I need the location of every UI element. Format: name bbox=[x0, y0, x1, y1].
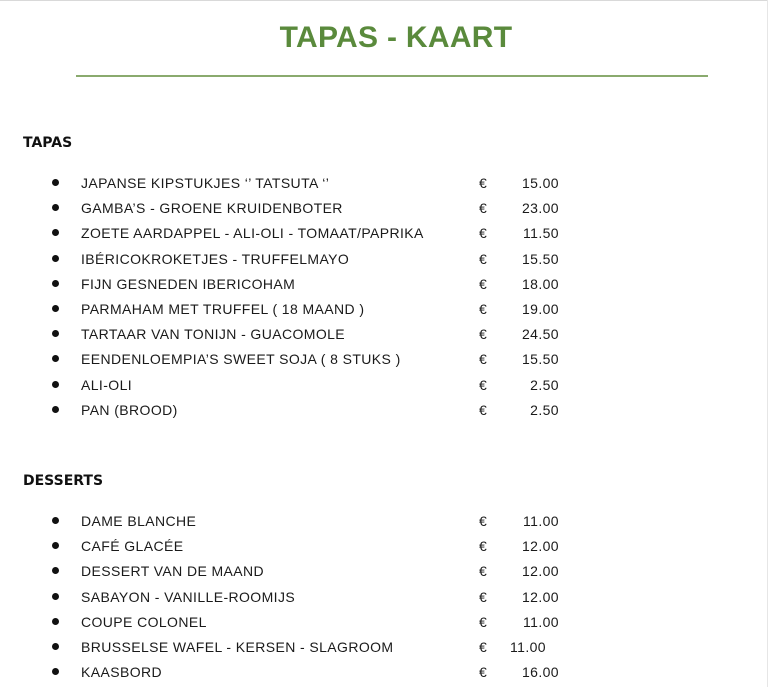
currency-symbol: € bbox=[479, 588, 488, 605]
menu-item bbox=[0, 197, 768, 222]
currency-symbol: € bbox=[479, 638, 488, 655]
item-name: DESSERT VAN DE MAAND bbox=[81, 563, 265, 580]
item-name: KAASBORD bbox=[81, 664, 162, 681]
currency-symbol: € bbox=[479, 513, 488, 529]
menu-item bbox=[0, 172, 768, 197]
menu-item bbox=[0, 222, 768, 247]
bullet-icon bbox=[52, 305, 59, 312]
desserts-list bbox=[0, 510, 768, 686]
item-price: 19.00 bbox=[521, 300, 559, 317]
bullet-icon bbox=[52, 643, 59, 650]
currency-symbol: € bbox=[479, 613, 488, 630]
currency-symbol: € bbox=[479, 664, 488, 681]
bullet-icon bbox=[52, 204, 59, 211]
menu-item bbox=[0, 399, 768, 424]
item-price: 23.00 bbox=[521, 200, 559, 217]
menu-item bbox=[0, 535, 768, 560]
item-name: JAPANSE KIPSTUKJES ‘’ TATSUTA ‘’ bbox=[81, 175, 330, 191]
bullet-icon bbox=[52, 517, 59, 524]
item-name: ZOETE AARDAPPEL - ALI-OLI - TOMAAT/PAPRIKA bbox=[81, 225, 424, 242]
item-price: 15.50 bbox=[521, 351, 559, 368]
menu-title: TAPAS - KAART bbox=[279, 21, 513, 54]
item-name: CAFÉ GLACÉE bbox=[81, 538, 184, 555]
menu-item bbox=[0, 348, 768, 373]
section-heading-tapas: TAPAS bbox=[23, 135, 73, 151]
currency-symbol: € bbox=[479, 250, 488, 267]
menu-item bbox=[0, 661, 768, 686]
bullet-icon bbox=[52, 229, 59, 236]
bullet-icon bbox=[52, 381, 59, 388]
menu-item bbox=[0, 273, 768, 298]
item-name: BRUSSELSE WAFEL - KERSEN - SLAGROOM bbox=[81, 638, 394, 655]
menu-item bbox=[0, 323, 768, 348]
item-name: PARMAHAM MET TRUFFEL ( 18 MAAND ) bbox=[81, 300, 365, 317]
currency-symbol: € bbox=[479, 175, 488, 191]
bullet-icon bbox=[52, 280, 59, 287]
bullet-icon bbox=[52, 330, 59, 337]
menu-item bbox=[0, 636, 768, 661]
item-name: EENDENLOEMPIA’S SWEET SOJA ( 8 STUKS ) bbox=[81, 351, 401, 368]
item-price: 11.50 bbox=[523, 225, 559, 242]
currency-symbol: € bbox=[479, 200, 488, 217]
currency-symbol: € bbox=[479, 326, 488, 343]
item-name: DAME BLANCHE bbox=[81, 513, 197, 529]
bullet-icon bbox=[52, 567, 59, 574]
bullet-icon bbox=[52, 618, 59, 625]
bullet-icon bbox=[52, 355, 59, 362]
item-name: GAMBA’S - GROENE KRUIDENBOTER bbox=[81, 200, 343, 217]
bullet-icon bbox=[52, 542, 59, 549]
item-name: SABAYON - VANILLE-ROOMIJS bbox=[81, 588, 296, 605]
currency-symbol: € bbox=[479, 225, 488, 242]
item-price: 24.50 bbox=[521, 326, 559, 343]
bullet-icon bbox=[52, 668, 59, 675]
menu-item bbox=[0, 298, 768, 323]
item-name: IBÉRICOKROKETJES - TRUFFELMAYO bbox=[81, 250, 350, 267]
currency-symbol: € bbox=[479, 401, 488, 418]
currency-symbol: € bbox=[479, 563, 488, 580]
menu-item bbox=[0, 560, 768, 585]
item-price: 15.00 bbox=[521, 175, 559, 191]
item-price: 12.00 bbox=[521, 588, 559, 605]
currency-symbol: € bbox=[479, 538, 488, 555]
item-name: FIJN GESNEDEN IBERICOHAM bbox=[81, 275, 296, 292]
section-heading-desserts: DESSERTS bbox=[23, 473, 104, 489]
bullet-icon bbox=[52, 179, 59, 186]
item-price: 11.00 bbox=[523, 613, 559, 630]
item-price: 18.00 bbox=[521, 275, 559, 292]
menu-item bbox=[0, 586, 768, 611]
item-name: ALI-OLI bbox=[81, 376, 133, 393]
bullet-icon bbox=[52, 255, 59, 262]
menu-item bbox=[0, 374, 768, 399]
item-price: 11.00 bbox=[523, 513, 559, 529]
page-top-border bbox=[0, 0, 768, 1]
currency-symbol: € bbox=[479, 351, 488, 368]
item-price: 12.00 bbox=[521, 563, 559, 580]
tapas-list bbox=[0, 172, 768, 424]
item-price: 12.00 bbox=[521, 538, 559, 555]
currency-symbol: € bbox=[479, 376, 488, 393]
currency-symbol: € bbox=[479, 275, 488, 292]
item-price: 2.50 bbox=[530, 401, 559, 418]
title-divider bbox=[76, 75, 708, 77]
item-name: COUPE COLONEL bbox=[81, 613, 207, 630]
item-price: 15.50 bbox=[521, 250, 559, 267]
item-name: PAN (BROOD) bbox=[81, 401, 178, 418]
bullet-icon bbox=[52, 593, 59, 600]
bullet-icon bbox=[52, 406, 59, 413]
item-price: 2.50 bbox=[530, 376, 559, 393]
menu-item bbox=[0, 510, 768, 535]
menu-item bbox=[0, 611, 768, 636]
item-price: 11.00 bbox=[510, 638, 546, 655]
item-price: 16.00 bbox=[521, 664, 559, 681]
item-name: TARTAAR VAN TONIJN - GUACOMOLE bbox=[81, 326, 346, 343]
menu-item bbox=[0, 248, 768, 273]
currency-symbol: € bbox=[479, 300, 488, 317]
